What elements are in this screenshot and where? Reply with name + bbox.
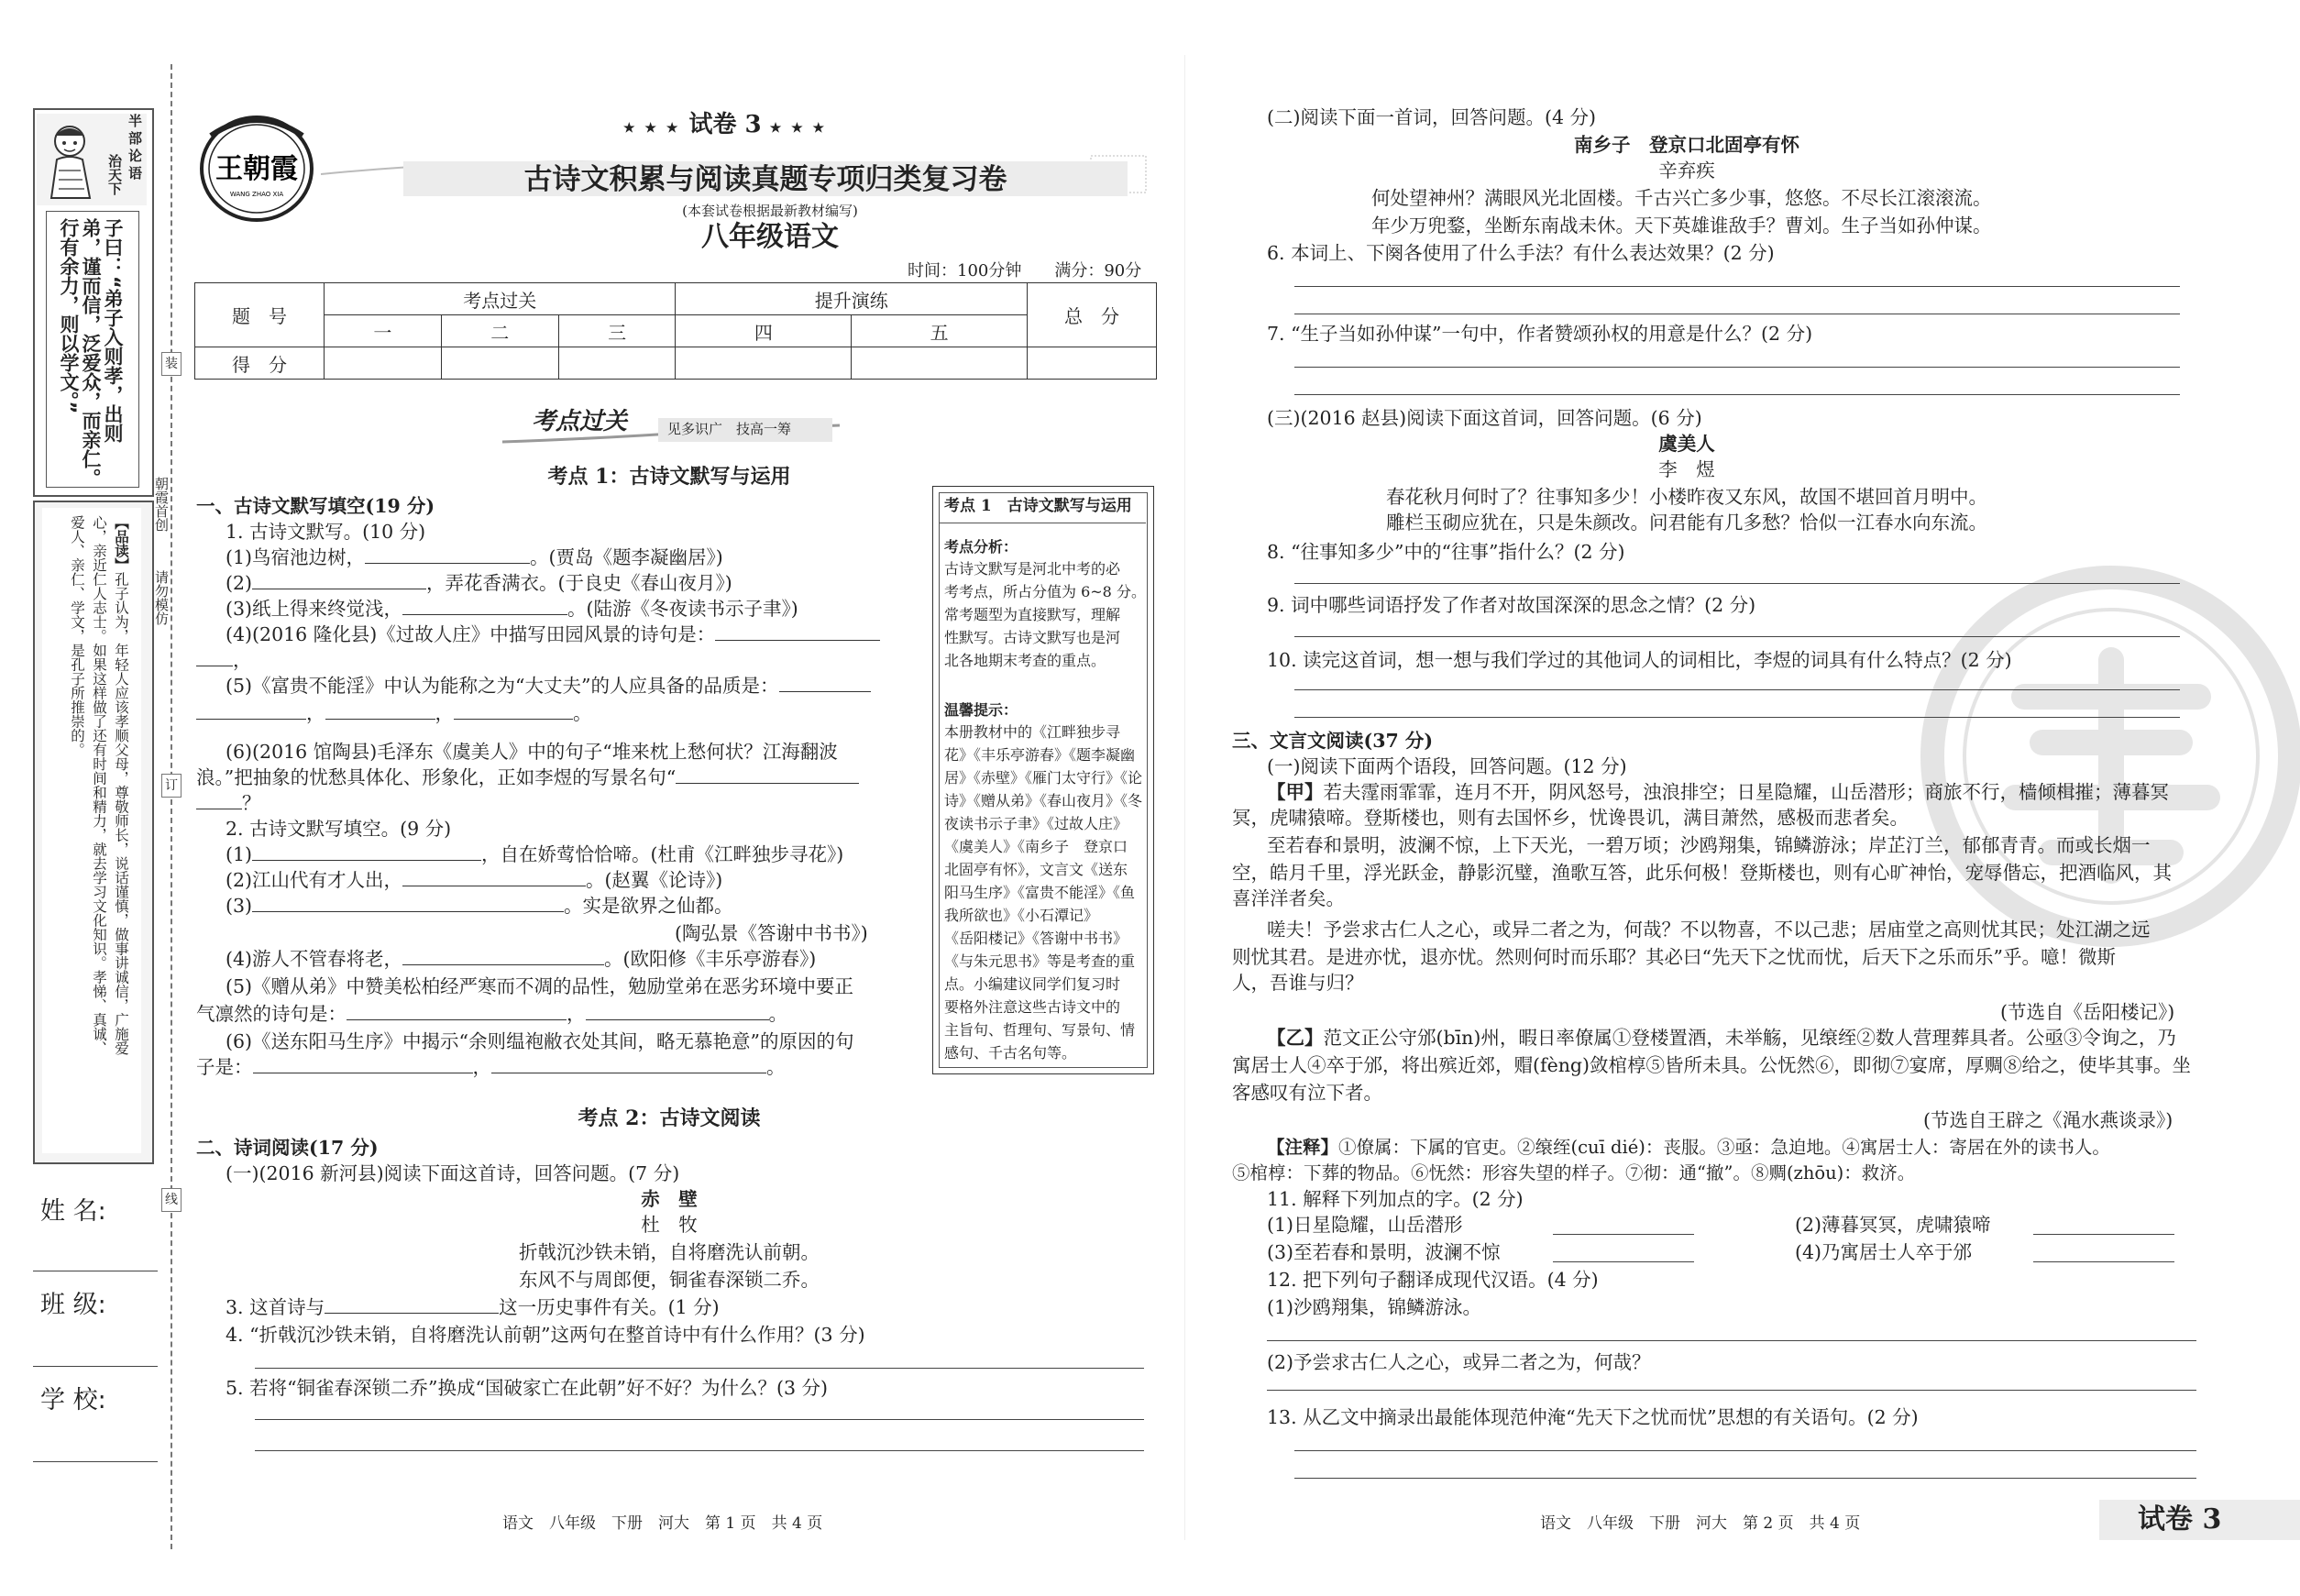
yi-src: (节选自王辟之《渑水燕谈录》) [1923, 1109, 2173, 1131]
jia-l7: 则忧其君。是进亦忧，退亦忧。然则何时而乐耶？其必曰“先天下之忧而忧，后天下之乐而乐”乎。噫！微斯 [1232, 946, 2116, 968]
score-col-1: 一 [325, 315, 442, 347]
class-label: 班 级: [40, 1291, 106, 1319]
answer-line[interactable] [255, 1419, 1144, 1420]
ym-title: 虞美人 [1658, 433, 1715, 455]
k2-head: 二、诗词阅读(17 分) [196, 1137, 379, 1159]
q12-1: (1)沙鸥翔集，锦鳞游泳。 [1267, 1296, 1482, 1318]
jia-l3: 至若春和景明，波澜不惊，上下天光，一碧万顷；沙鸥翔集，锦鳞游泳；岸芷汀兰，郁郁青青。而或长烟一 [1267, 834, 2151, 856]
note-l1: 【注释】①僚属：下属的官吏。②缞绖(cuī dié)：丧服。③亟：急迫地。④寓居士人：寄居在外的读书人。 [1267, 1137, 2110, 1158]
answer-blank[interactable] [676, 765, 859, 784]
answer-line[interactable] [1294, 286, 2180, 287]
q2-1: (1) ，自在娇莺恰恰啼。(杜甫《江畔独步寻花》) [226, 843, 844, 865]
binding-line [171, 64, 172, 1549]
answer-blank[interactable] [347, 1001, 567, 1020]
q2-2: (2)江山代有才人出， 。(赵翼《论诗》) [226, 869, 723, 891]
hint-title: 考点 1 古诗文默写与运用 [944, 497, 1132, 515]
tips-text: 本册教材中的《江畔独步寻 花》《丰乐亭游春》《题李凝幽 居》《赤壁》《雁门太守行》《论 诗》《赠从弟》《春山夜月》《冬 夜读书示子聿》《过故人庄》 《虞美人》《南乡子 登京口 北固亭有怀》，文言文《送东 阳马生序》《富贵不能淫》《鱼 我所欲也》《小石潭记》 《岳阳楼记》《答谢中书书》 《与朱元思书》等是考查的重 点。小编建议同学们复习时 要格外注意这些古诗文中的 主旨句、哲理句、写景句、情 感句、千古名句等。 [944, 723, 1143, 1062]
yi-l1: 【乙】范文正公守邠(bīn)州，暇日率僚属①登楼置酒，未举觞，见缞绖②数人营理葬具者。公亟③令询之，乃 [1267, 1027, 2176, 1049]
logo-text: 王朝霞 [215, 153, 298, 185]
answer-blank[interactable] [1553, 1234, 1694, 1235]
poem-title: 赤 壁 [641, 1188, 698, 1210]
quote-col-3: 行有余力，则以学文。” [58, 218, 80, 414]
yi-l2: 寓居士人④卒于邠，将出殡近郊，赗(fèng)敛棺椁⑤皆所未具。公怃然⑥，即彻⑦宴席，厚赒⑧给之，使毕其事。坐 [1232, 1054, 2192, 1076]
answer-blank[interactable] [454, 700, 573, 720]
jia-l8: 人，吾谁与归？ [1232, 972, 1364, 994]
q1-3: (3)纸上得来终觉浅， 。(陆游《冬夜读书示子聿》) [226, 598, 798, 620]
score-row-label: 得 分 [195, 347, 325, 380]
q1-5: (5)《富贵不能淫》中认为能称之为“大丈夫”的人应具备的品质是： [226, 673, 871, 699]
quote-col-2: 弟，谨而信，泛爱众，而亲仁。 [80, 218, 102, 488]
footer-tag: 试卷 3 [2138, 1503, 2222, 1535]
q1-5-cont: ， ， 。 [196, 700, 592, 726]
answer-blank[interactable] [715, 622, 880, 641]
yi-l3: 客感叹有泣下者。 [1232, 1082, 1382, 1104]
answer-blank[interactable] [1553, 1261, 1694, 1262]
kaodian2-title: 考点 2：古诗文阅读 [578, 1106, 761, 1130]
answer-blank[interactable] [253, 1054, 473, 1073]
q2-6b: 子是： ， 。 [196, 1056, 786, 1078]
class-field[interactable] [33, 1366, 158, 1367]
ym-line-2: 雕栏玉砌应犹在，只是朱颜改。问君能有几多愁？恰似一江春水向东流。 [1386, 512, 1987, 534]
jia-src: (节选自《岳阳楼记》) [2000, 1001, 2175, 1023]
answer-blank[interactable] [586, 1001, 769, 1020]
q2-5b: 气凛然的诗句是： ， 。 [196, 1003, 787, 1025]
cartoon-figure-icon [40, 119, 105, 202]
q3: 3. 这首诗与 这一历史事件有关。(1 分) [226, 1296, 720, 1318]
seal-col-1: 朝霞首创 [153, 477, 170, 532]
answer-blank[interactable] [402, 596, 567, 615]
ci-line-2: 年少万兜鍪，坐断东南战未休。天下英雄谁敌手？曹刘。生子当如孙仲谋。 [1371, 215, 1992, 237]
answer-line[interactable] [1267, 1390, 2196, 1391]
tips-label: 温馨提示： [944, 701, 1018, 719]
answer-line[interactable] [255, 1368, 1144, 1369]
ym-author: 李 煜 [1658, 458, 1715, 480]
q2-3: (3) 。实是欲界之仙都。 [226, 895, 733, 917]
wenyan-head: 三、文言文阅读(37 分) [1232, 730, 1434, 752]
q2-4: (4)游人不管春将老， 。(欧阳修《丰乐亭游春》) [226, 948, 817, 970]
school-field[interactable] [33, 1461, 158, 1462]
q4: 4. “折戟沉沙铁未销，自将磨洗认前朝”这两句在整首诗中有什么作用？(3 分) [226, 1324, 865, 1346]
answer-blank[interactable] [196, 700, 306, 720]
footer-right: 语文 八年级 下册 河大 第 2 页 共 4 页 [1540, 1514, 1861, 1533]
analysis-text: 古诗文默写是河北中考的必 考考点，所占分值为 6~8 分。 常考题型为直接默写，理解 性默写。古诗文默写也是河 北各地期末考查的重点。 [944, 560, 1146, 669]
answer-line[interactable] [1294, 636, 2180, 637]
answer-blank[interactable] [365, 545, 530, 564]
jia-l2: 冥，虎啸猿啼。登斯楼也，则有去国怀乡，忧谗畏讥，满目萧然，感极而悲者矣。 [1232, 807, 1909, 829]
score-cell-2[interactable] [441, 347, 558, 380]
kaodian1-title: 考点 1：古诗文默写与运用 [547, 465, 791, 489]
score-col-3: 三 [558, 315, 676, 347]
q11-4: (4)乃寓居士人卒于邠 [1795, 1241, 1973, 1263]
answer-blank[interactable] [252, 893, 564, 912]
pinshang-col-2: 心，亲近仁人志士。如果这样做了还有时间和精力，就去学习文化知识。孝悌、真诚、 [91, 515, 107, 1055]
paper-label: ★ ★ ★ 试卷 3 ★ ★ ★ [623, 111, 828, 138]
score-group-1: 考点过关 [325, 283, 676, 315]
score-cell-total[interactable] [1028, 347, 1157, 380]
jia-l4: 空，皓月千里，浮光跃金，静影沉璧，渔歌互答，此乐何极！登斯楼也，则有心旷神怡，宠辱偕忘，把酒临风，其 [1232, 862, 2172, 884]
q1-head: 一、古诗文默写填空(19 分) [196, 495, 435, 517]
answer-blank[interactable] [491, 1054, 766, 1073]
q1-2: (2) ，弄花香满衣。(于良史《春山夜月》) [226, 572, 732, 594]
q5: 5. 若将“铜雀春深锁二乔”换成“国破家亡在此朝”好不好？为什么？(3 分) [226, 1377, 829, 1399]
q2-5a: (5)《赠从弟》中赞美松柏经严寒而不凋的品性，勉励堂弟在恶劣环境中要正 [226, 975, 854, 997]
pinshang-col-1: 【品读】孔子认为，年轻人应该孝顺父母，尊敬师长，说话谨慎，做事讲诚信，广施爱 [113, 515, 130, 1055]
school-label: 学 校: [40, 1386, 106, 1414]
q1-6c: ？ [196, 790, 261, 816]
poem-line-2: 东风不与周郎便，铜雀春深锁二乔。 [519, 1269, 820, 1291]
answer-blank[interactable] [779, 673, 871, 692]
score-col-2: 二 [441, 315, 558, 347]
cut-mark-3: 线 [161, 1188, 182, 1212]
q2-6a: (6)《送东阳马生序》中揭示“余则缊袍敝衣处其间，略无慕艳意”的原因的句 [226, 1030, 854, 1052]
note-l2: ⑤棺椁：下葬的物品。⑥怃然：形容失望的样子。⑦彻：通“撤”。⑧赒(zhōu)：救济。 [1232, 1162, 1916, 1183]
q11-2: (2)薄暮冥冥，虎啸猿啼 [1795, 1214, 1991, 1236]
score-total-label: 总 分 [1028, 283, 1157, 347]
q1-6a: (6)(2016 馆陶县)毛泽东《虞美人》中的句子“堆来枕上愁何状？江海翻波 [226, 741, 838, 763]
ci-author: 辛弃疾 [1658, 160, 1715, 182]
banner-sub: 见多识广 技高一筹 [667, 421, 792, 437]
q1-sub: 1. 古诗文默写。(10 分) [226, 521, 426, 543]
answer-line[interactable] [1294, 394, 2180, 395]
score-header-label: 题 号 [195, 283, 325, 347]
quote-col-1: 子曰：“弟子入则孝，出则 [102, 218, 124, 443]
q13: 13. 从乙文中摘录出最能体现范仲淹“先天下之忧而忧”思想的有关语句。(2 分) [1267, 1406, 1919, 1428]
page-divider [1184, 55, 1185, 1540]
cut-mark-1: 装 [161, 352, 182, 376]
pin-watermark-icon [1914, 559, 2300, 953]
jia-l6: 嗟夫！予尝求古仁人之心，或异二者之为，何哉？不以物喜，不以己悲；居庙堂之高则忧其民；处江湖之远 [1267, 919, 2151, 941]
answer-blank[interactable] [325, 700, 435, 720]
q11-1: (1)日星隐耀，山岳潜形 [1267, 1214, 1463, 1236]
answer-blank[interactable] [252, 842, 481, 861]
answer-line[interactable] [1294, 717, 2180, 718]
logo-subtext: WANG ZHAO XIA [229, 191, 284, 198]
q12-2: (2)予尝求古仁人之心，或异二者之为，何哉？ [1267, 1351, 1651, 1373]
score-group-2: 提升演练 [676, 283, 1028, 315]
answer-blank[interactable] [402, 946, 604, 965]
answer-blank[interactable] [2033, 1234, 2174, 1235]
name-label: 姓 名: [40, 1197, 106, 1226]
q6: 6. 本词上、下阕各使用了什么手法？有什么表达效果？(2 分) [1267, 242, 1775, 264]
motto-top: 半部论语 [127, 114, 143, 183]
q8: 8. “往事知多少”中的“往事”指什么？(2 分) [1267, 541, 1625, 563]
score-col-5: 五 [852, 315, 1028, 347]
ci-title: 南乡子 登京口北固亭有怀 [1574, 134, 1799, 156]
pinshang-col-3: 爱人、亲仁、学文，是孔子所推崇的。 [69, 515, 85, 757]
score-table [194, 282, 1157, 380]
score-cell-1[interactable] [325, 347, 442, 380]
jia-l5: 喜洋洋者矣。 [1232, 887, 1345, 909]
score-cell-5[interactable] [852, 347, 1028, 380]
jia-l1: 【甲】若夫霪雨霏霏，连月不开，阴风怒号，浊浪排空；日星隐耀，山岳潜形；商旅不行，樯倾楫摧；薄暮冥 [1267, 781, 2169, 803]
q1-4-cont: ， [196, 647, 252, 673]
wenyan-intro: (一)阅读下面两个语段，回答问题。(12 分) [1267, 755, 1627, 777]
ci-line-1: 何处望神州？满眼风光北固楼。千古兴亡多少事，悠悠。不尽长江滚滚流。 [1371, 187, 1992, 209]
answer-line[interactable] [255, 1450, 1144, 1451]
poem-line-1: 折戟沉沙铁未销，自将磨洗认前朝。 [519, 1241, 820, 1263]
motto-small: 治天下 [106, 154, 123, 195]
answer-line[interactable] [1267, 1340, 2196, 1341]
analysis-label: 考点分析： [944, 538, 1018, 556]
q11: 11. 解释下列加点的字。(2 分) [1267, 1188, 1524, 1210]
answer-line[interactable] [1294, 1478, 2196, 1479]
answer-blank[interactable] [402, 867, 586, 886]
answer-blank[interactable] [2033, 1261, 2174, 1262]
time-info: 时间：100分钟 满分：90分 [908, 261, 1142, 281]
answer-blank[interactable] [252, 570, 426, 589]
seal-col-2: 请勿模仿 [153, 570, 170, 625]
q7: 7. “生子当如孙仲谋”一句中，作者赞颂孙权的用意是什么？(2 分) [1267, 323, 1813, 345]
ym-line-1: 春花秋月何时了？往事知多少！小楼昨夜又东风，故国不堪回首月明中。 [1386, 486, 1987, 508]
q1-1: (1)鸟宿池边树， 。(贾岛《题李凝幽居》) [226, 546, 723, 568]
q9: 9. 词中哪些词语抒发了作者对故国深深的思念之情？(2 分) [1267, 594, 1756, 616]
answer-line[interactable] [1294, 367, 2180, 368]
answer-line[interactable] [1294, 689, 2180, 690]
paper-title: 古诗文积累与阅读真题专项归类复习卷 [523, 163, 1007, 196]
q2-3-src: (陶弘景《答谢中书书》) [675, 922, 868, 944]
answer-line[interactable] [1294, 1450, 2196, 1451]
banner-main: 考点过关 [532, 408, 628, 435]
answer-line[interactable] [1294, 583, 2180, 584]
paper-subtitle: (本套试卷根据最新教材编写) [682, 203, 858, 219]
k2-intro: (一)(2016 新河县)阅读下面这首诗，回答问题。(7 分) [226, 1162, 680, 1184]
q1-4: (4)(2016 隆化县)《过故人庄》中描写田园风景的诗句是： [226, 622, 880, 647]
q11-3: (3)至若春和景明，波澜不惊 [1267, 1241, 1501, 1263]
footer-left: 语文 八年级 下册 河大 第 1 页 共 4 页 [502, 1514, 823, 1533]
answer-blank[interactable] [325, 1294, 499, 1314]
cut-mark-2: 订 [161, 774, 182, 798]
q2-sub: 2. 古诗文默写填空。(9 分) [226, 818, 452, 840]
q1-6b: 浪。”把抽象的忧愁具体化、形象化，正如李煜的写景名句“ [196, 765, 859, 790]
score-col-4: 四 [676, 315, 852, 347]
poem-author: 杜 牧 [641, 1214, 698, 1236]
p2-intro: (二)阅读下面一首词，回答问题。(4 分) [1267, 106, 1597, 128]
q12: 12. 把下列句子翻译成现代汉语。(4 分) [1267, 1269, 1599, 1291]
grade-title: 八年级语文 [701, 221, 839, 253]
q10: 10. 读完这首词，想一想与我们学过的其他词人的词相比，李煜的词具有什么特点？(2 分) [1267, 649, 2012, 671]
score-cell-3[interactable] [558, 347, 676, 380]
answer-blank[interactable] [196, 647, 233, 666]
p3-intro: (三)(2016 赵县)阅读下面这首词，回答问题。(6 分) [1267, 407, 1702, 429]
brand-logo [191, 108, 328, 226]
answer-blank[interactable] [196, 790, 242, 809]
score-cell-4[interactable] [676, 347, 852, 380]
